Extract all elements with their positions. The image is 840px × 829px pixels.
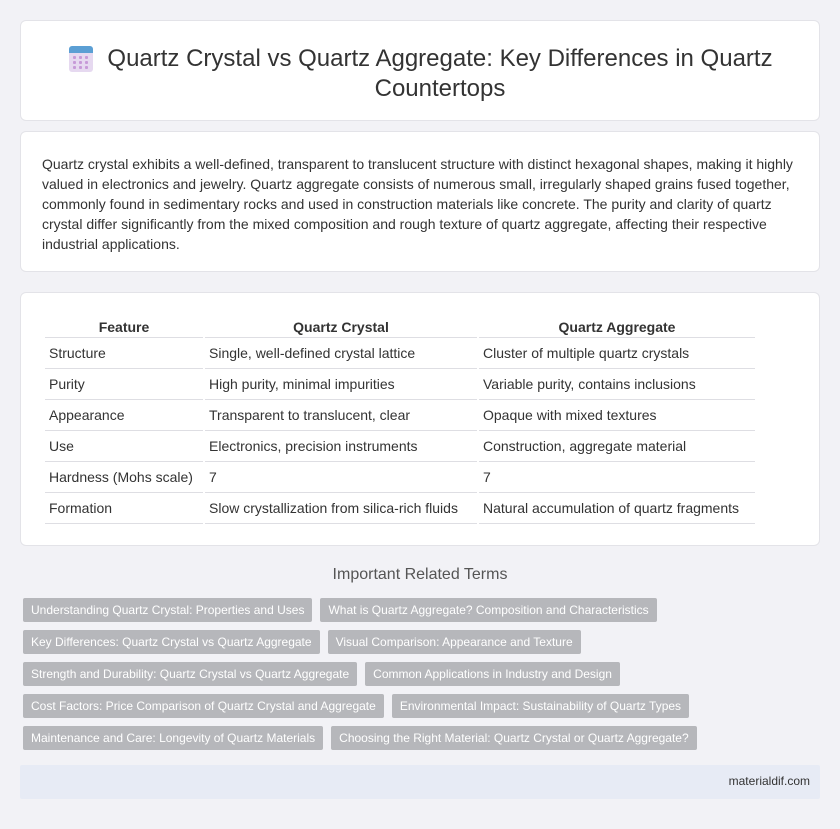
column-header: Quartz Crystal (205, 317, 477, 338)
table-cell: Formation (45, 493, 203, 524)
table-cell: Opaque with mixed textures (479, 400, 755, 431)
related-term-link[interactable]: Cost Factors: Price Comparison of Quartz Crystal and Aggregate (23, 694, 384, 718)
related-term-link[interactable]: Visual Comparison: Appearance and Texture (328, 630, 581, 654)
related-term-link[interactable]: Common Applications in Industry and Design (365, 662, 620, 686)
table-row (45, 462, 755, 493)
table-row (45, 338, 755, 369)
tag-row (23, 726, 813, 750)
footer (20, 765, 820, 799)
table-cell: 7 (205, 462, 477, 493)
tag-row (23, 598, 813, 622)
table-cell: Appearance (45, 400, 203, 431)
table-cell: Structure (45, 338, 203, 369)
related-terms-title: Important Related Terms (332, 566, 508, 583)
tag-row (23, 630, 813, 654)
related-term-link[interactable]: Choosing the Right Material: Quartz Crystal or Quartz Aggregate? (331, 726, 697, 750)
related-terms-list (23, 598, 813, 758)
tag-row (23, 694, 813, 718)
table-row (45, 493, 755, 524)
table-cell: Cluster of multiple quartz crystals (479, 338, 755, 369)
page-title: Quartz Crystal vs Quartz Aggregate: Key Differences in Quartz Countertops (107, 45, 773, 102)
related-term-link[interactable]: Strength and Durability: Quartz Crystal vs Quartz Aggregate (23, 662, 357, 686)
table-row (45, 431, 755, 462)
table-cell: Purity (45, 369, 203, 400)
table-cell: Single, well-defined crystal lattice (205, 338, 477, 369)
header-card (20, 20, 820, 121)
intro-paragraph: Quartz crystal exhibits a well-defined, transparent to translucent structure with distinct hexagonal shapes, making it highly valued in electronics and jewelry. Quartz aggregate consists of numerous small, irregularly shaped grains fused together, commonly found in sedimentary rocks and used in construction materials like concrete. The purity and clarity of quartz crystal differ significantly from the mixed composition and rough texture of quartz aggregate, affecting their respective industrial applications. (42, 156, 793, 252)
column-header: Feature (45, 317, 203, 338)
tag-row (23, 662, 813, 686)
table-cell: 7 (479, 462, 755, 493)
column-header: Quartz Aggregate (479, 317, 755, 338)
table-cell: Construction, aggregate material (479, 431, 755, 462)
table-cell: Transparent to translucent, clear (205, 400, 477, 431)
table-header-row (45, 317, 755, 338)
footer-site-name: materialdif.com (728, 774, 810, 788)
table-cell: Natural accumulation of quartz fragments (479, 493, 755, 524)
related-term-link[interactable]: Key Differences: Quartz Crystal vs Quartz Aggregate (23, 630, 320, 654)
intro-card (20, 131, 820, 272)
comparison-table (43, 317, 757, 524)
related-term-link[interactable]: What is Quartz Aggregate? Composition and Characteristics (320, 598, 656, 622)
table-cell: Variable purity, contains inclusions (479, 369, 755, 400)
related-term-link[interactable]: Maintenance and Care: Longevity of Quartz Materials (23, 726, 323, 750)
table-cell: High purity, minimal impurities (205, 369, 477, 400)
table-cell: Hardness (Mohs scale) (45, 462, 203, 493)
table-row (45, 400, 755, 431)
table-cell: Slow crystallization from silica-rich fluids (205, 493, 477, 524)
related-term-link[interactable]: Understanding Quartz Crystal: Properties and Uses (23, 598, 312, 622)
comparison-card (20, 292, 820, 546)
table-row (45, 369, 755, 400)
related-term-link[interactable]: Environmental Impact: Sustainability of Quartz Types (392, 694, 689, 718)
table-cell: Electronics, precision instruments (205, 431, 477, 462)
table-cell: Use (45, 431, 203, 462)
